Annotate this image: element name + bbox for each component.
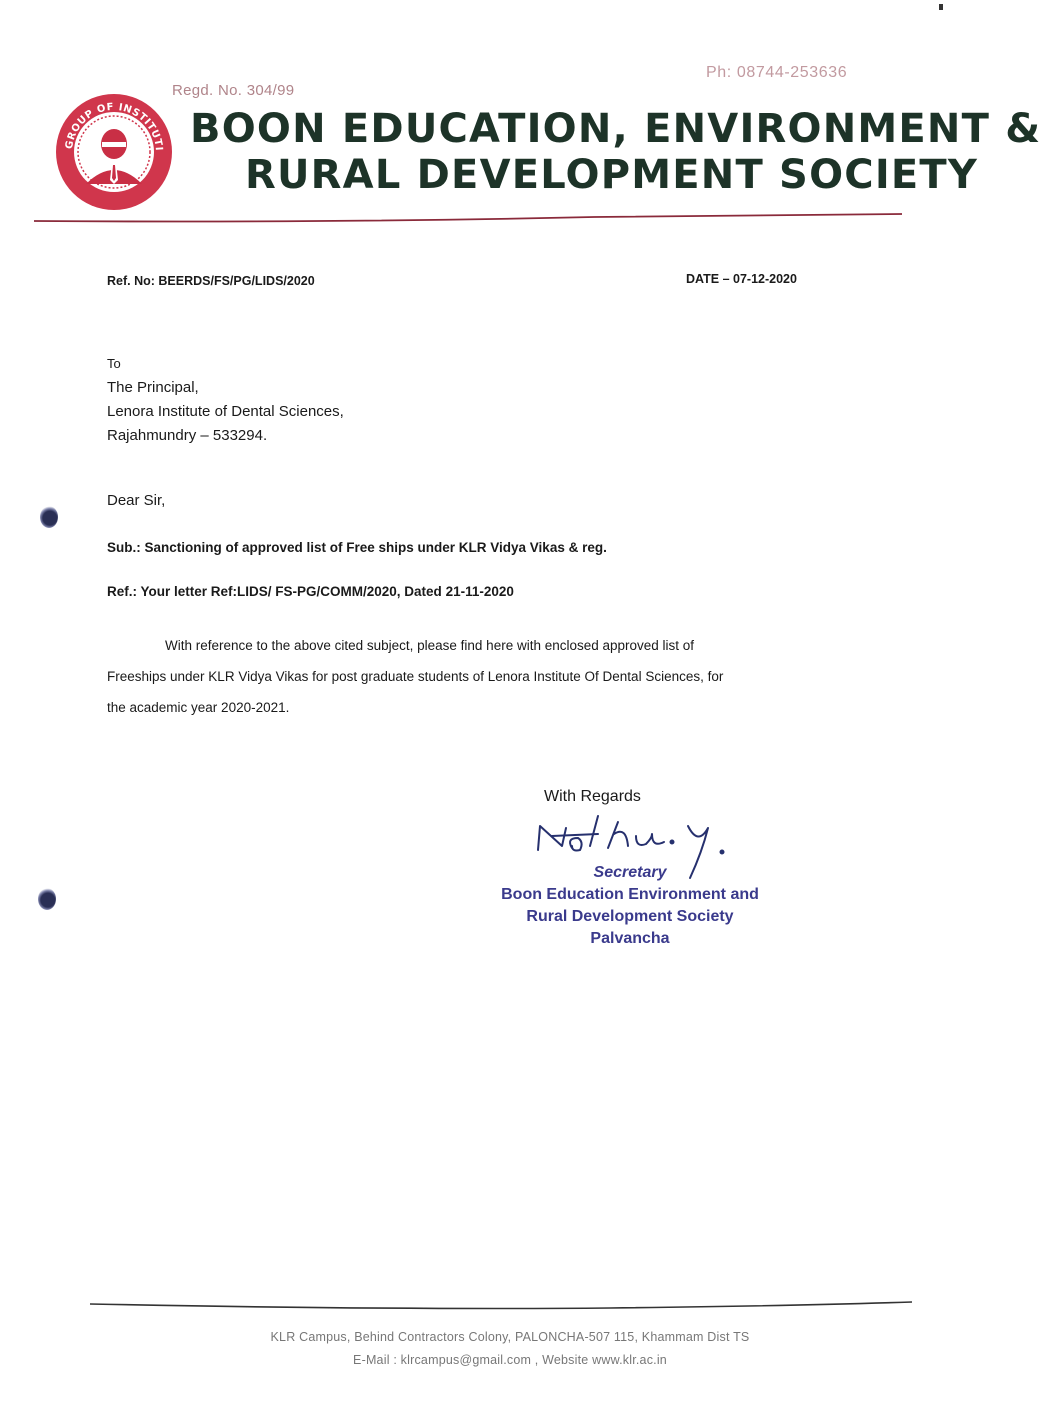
body-line-2: Freeships under KLR Vidya Vikas for post graduate students of Lenora Institute Of Dental Sciences, for [107,669,724,684]
recipient-line-1: The Principal, [107,379,199,396]
stamp-title: Secretary [593,864,667,881]
reference-line [107,584,514,599]
svg-text:KLR GROUP OF INSTITUTIONS: GROUP OF INSTITUTI [63,101,165,152]
scan-speck [939,4,943,10]
recipient-to: To [107,356,121,371]
footer-divider [90,1298,912,1312]
logo-seal-icon [52,90,176,214]
reference-line-text: Ref.: Your letter Ref:LIDS/ FS-PG/COMM/2020, Dated [107,584,446,599]
society-title-line-1: BOON EDUCATION, ENVIRONMENT & [190,106,1041,152]
footer [180,1326,840,1372]
stamp-line-1: Boon Education Environment and [501,886,759,903]
footer-contact: E-Mail : klrcampus@gmail.com , Website www.klr.ac.in [353,1353,667,1367]
registration-number: Regd. No. 304/99 [172,82,295,99]
reference-number: Ref. No: BEERDS/FS/PG/LIDS/2020 [107,274,315,288]
punch-hole-mark [38,888,56,910]
letter-date: DATE – 07-12-2020 [686,272,797,286]
recipient-line-2: Lenora Institute of Dental Sciences, [107,403,344,420]
subject-line: Sub.: Sanctioning of approved list of Free ships under KLR Vidya Vikas & reg. [107,540,607,555]
header-divider [34,206,902,226]
phone-number: Ph: 08744-253636 [706,64,848,81]
footer-address: KLR Campus, Behind Contractors Colony, PALONCHA-507 115, Khammam Dist TS [270,1330,750,1344]
reference-line-date: 21-11-2020 [445,584,514,599]
recipient-line-3: Rajahmundry – 533294. [107,427,268,444]
secretary-stamp [470,862,790,950]
body-line-1: With reference to the above cited subject, please find here with enclosed approved list of [165,638,695,653]
stamp-line-3: Palvancha [590,930,670,947]
klr-group-logo [52,90,176,214]
closing: With Regards [544,788,641,805]
society-title-line-2: RURAL DEVELOPMENT SOCIETY [245,152,979,198]
punch-hole-mark [40,506,58,528]
letter-body [107,630,827,723]
salutation: Dear Sir, [107,492,166,509]
recipient-address [107,352,344,448]
stamp-line-2: Rural Development Society [526,908,734,925]
body-line-3: the academic year 2020-2021. [107,700,290,715]
